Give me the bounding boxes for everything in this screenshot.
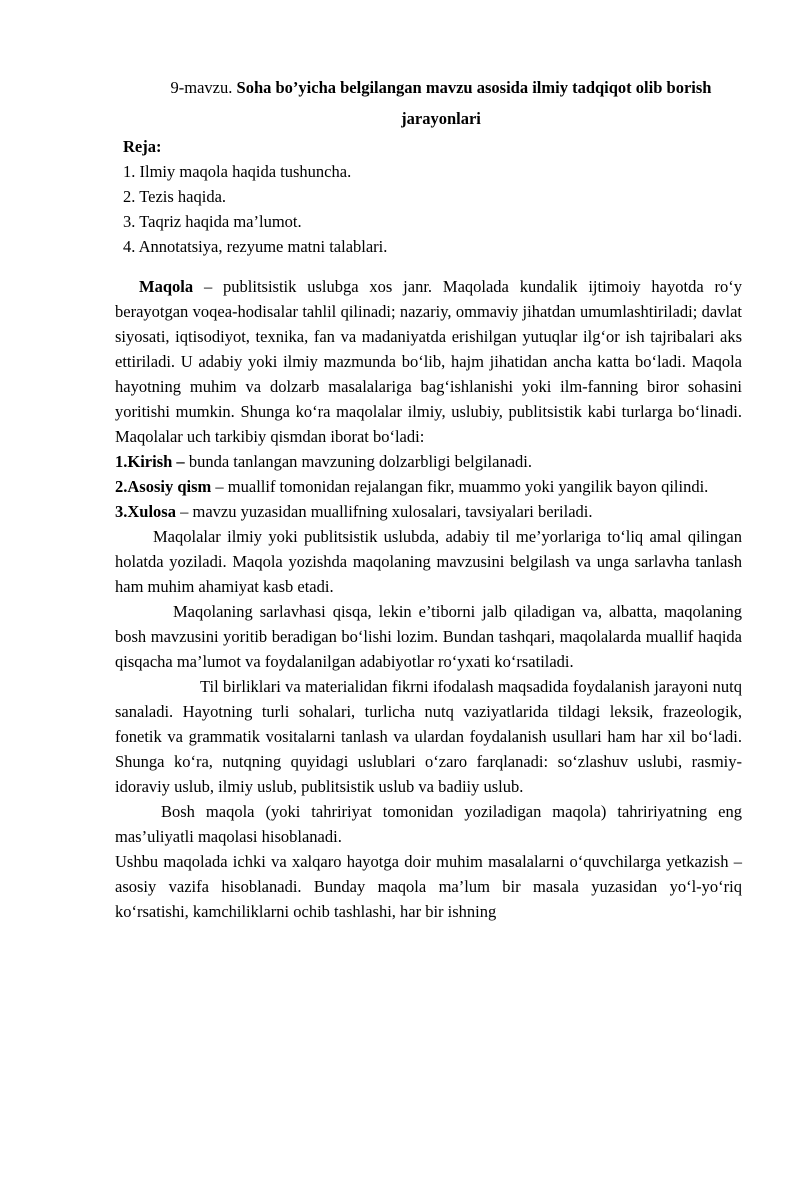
paragraph-nutq: Til birliklari va materialidan fikrni ifodalash maqsadida foydalanish jarayoni nutq sanaladi. Hayotning turli sohalari, turlicha nutq vaziyatlarida tildagi leksik, frazeologik, fonetik va grammatik vositalarni tanlash va ulardan foydalanish usullari ham har xil bo‘ladi. Shunga ko‘ra, nutqning quyidagi uslublari o‘zaro farqlanadi: so‘zlashuv uslubi, rasmiy-idoraviy uslub, ilmiy uslub, publitsistik uslub va badiiy uslub. bbox=[115, 677, 742, 796]
part-kirish bbox=[115, 449, 742, 474]
paragraph-bosh-maqola: Bosh maqola (yoki tahririyat tomonidan yoziladigan maqola) tahririyatning eng mas’uliyatli maqolasi hisoblanadi. bbox=[115, 802, 742, 846]
paragraph-uslub: Maqolalar ilmiy yoki publitsistik uslubda, adabiy til me’yorlariga to‘liq amal qilingan holatda yoziladi. Maqola yozishda maqolaning mavzusini belgilash va unga sarlavha tanlash ham muhim ahamiyat kasb etadi. bbox=[115, 527, 742, 596]
term-maqola: Maqola bbox=[139, 277, 194, 296]
plan-item-4: 4. Annotatsiya, rezyume matni talablari. bbox=[123, 237, 388, 256]
document-page bbox=[0, 72, 800, 1203]
part-xulosa-text: – mavzu yuzasidan muallifning xulosalari, tavsiyalari beriladi. bbox=[175, 502, 593, 521]
term-kirish: 1.Kirish – bbox=[115, 452, 185, 471]
paragraph-vazifa: Ushbu maqolada ichki va xalqaro hayotga doir muhim masalalarni o‘quvchilarga yetkazish – asosiy vazifa hisoblanadi. Bunday maqola ma’lum bir masala yuzasidan yo‘l-yo‘riq ko‘rsatishi, kamchiliklarni ochib tashlashi, har bir ishning bbox=[115, 852, 742, 921]
part-xulosa bbox=[115, 499, 742, 524]
plan-section bbox=[123, 134, 742, 259]
plan-item-2: 2. Tezis haqida. bbox=[123, 187, 227, 206]
part-asosiy-qism bbox=[115, 474, 742, 499]
plan-item-1: 1. Ilmiy maqola haqida tushuncha. bbox=[123, 162, 352, 181]
title-prefix: 9-mavzu. bbox=[170, 78, 237, 97]
term-asosiy-qism: 2.Asosiy qism bbox=[115, 477, 212, 496]
paragraph-maqola-text: – publitsistik uslubga xos janr. Maqolada kundalik ijtimoiy hayotda ro‘y berayotgan voqea-hodisalar tahlil qilinadi; nazariy, ommaviy jihatdan umumlashtiriladi; davlat siyosati, iqtisodiyot, texnika, fan va madaniyatda erishilgan yutuqlar ilg‘or ish tajribalari aks ettiriladi. U adabiy yoki ilmiy mazmunda bo‘lib, hajm jihatidan ancha katta bo‘ladi. Maqola hayotning muhim va dolzarb masalalariga bag‘ishlanishi yoki ilm-fanning biror sohasini yoritishi mumkin. Shunga ko‘ra maqolalar ilmiy, uslubiy, publitsistik kabi turlarga bo‘linadi. Maqolalar uch tarkibiy qismdan iborat bo‘ladi: bbox=[115, 277, 742, 446]
paragraph-maqola bbox=[115, 274, 742, 449]
plan-item-3: 3. Taqriz haqida ma’lumot. bbox=[123, 212, 302, 231]
title-bold: Soha bo’yicha belgilangan mavzu asosida ilmiy tadqiqot olib borish jarayonlari bbox=[236, 78, 712, 128]
term-xulosa: 3.Xulosa bbox=[115, 502, 176, 521]
page-title bbox=[140, 72, 742, 134]
document-body bbox=[115, 274, 742, 924]
plan-heading: Reja: bbox=[123, 137, 162, 156]
paragraph-sarlavha: Maqolaning sarlavhasi qisqa, lekin e’tiborni jalb qiladigan va, albatta, maqolaning bosh mavzusini yoritib beradigan bo‘lishi lozim. Bundan tashqari, maqolalarda muallif haqida qisqacha ma’lumot va foydalanilgan adabiyotlar ro‘yxati ko‘rsatiladi. bbox=[115, 602, 742, 671]
part-kirish-text: bunda tanlangan mavzuning dolzarbligi belgilanadi. bbox=[184, 452, 533, 471]
part-asosiy-qism-text: – muallif tomonidan rejalangan fikr, muammo yoki yangilik bayon qilindi. bbox=[211, 477, 709, 496]
